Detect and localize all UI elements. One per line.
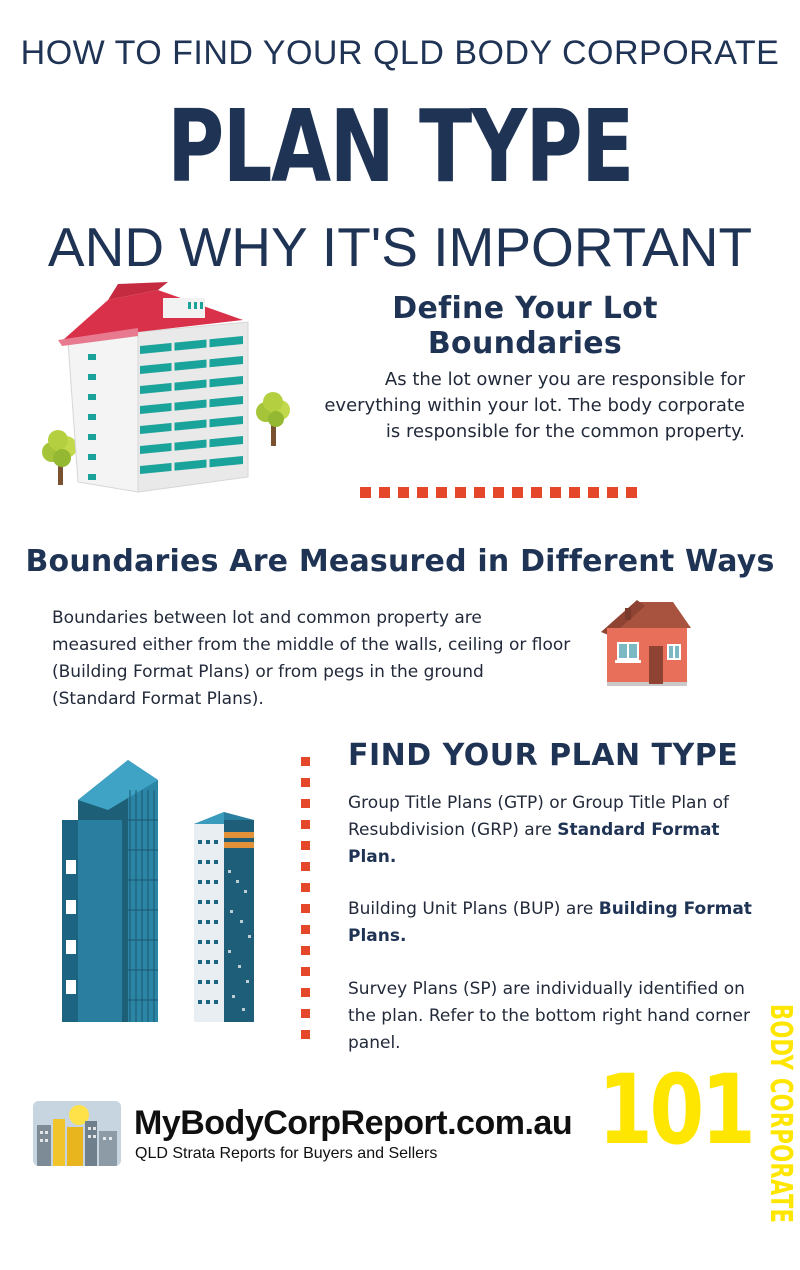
- main-title: PLAN TYPE: [167, 88, 633, 205]
- tree-icon: [256, 392, 290, 446]
- skyscrapers-illustration: [58, 760, 280, 1022]
- section1-text: As the lot owner you are responsible for everything within your lot. The body corporate is responsible for the common property.: [324, 369, 745, 442]
- section1-heading: Define Your Lot Boundaries: [392, 291, 658, 361]
- badge-vertical-label: BODY CORPORATE: [763, 1003, 798, 1224]
- plan-type-para-bup: [348, 896, 768, 950]
- plan-type-para-sp: Survey Plans (SP) are individually identified on the plan. Refer to the bottom right hand corner panel.: [348, 979, 750, 1053]
- dotted-divider: [360, 487, 637, 498]
- para-bold-text: Building Format Plans.: [348, 899, 752, 946]
- header-top-line: HOW TO FIND YOUR QLD BODY CORPORATE: [20, 34, 780, 72]
- section2-heading: Boundaries Are Measured in Different Ways: [25, 544, 775, 579]
- city-logo-icon: [33, 1101, 121, 1166]
- tree-icon: [42, 430, 77, 485]
- sub-title: AND WHY IT'S IMPORTANT: [47, 216, 753, 278]
- badge-number: 101: [598, 1054, 753, 1166]
- apartment-building-illustration: [38, 282, 300, 507]
- section2-text: Boundaries between lot and common property are measured either from the middle of the walls, ceiling or floor (Building Format Plans) or from pegs in the ground (Standard Format Plans).: [52, 608, 571, 709]
- para-bold-text: Standard Format Plan.: [348, 820, 720, 867]
- para-text: Group Title Plans (GTP) or Group Title Plan of Resubdivision (GRP) are: [348, 793, 730, 840]
- house-icon: [595, 598, 693, 690]
- brand-logo: [33, 1101, 121, 1166]
- section3-heading: FIND YOUR PLAN TYPE: [348, 738, 739, 773]
- brand-name: MyBodyCorpReport.com.au: [134, 1104, 573, 1142]
- plan-type-para-gtp: [348, 790, 768, 871]
- badge-vertical-text: [760, 957, 800, 1224]
- para-text: Building Unit Plans (BUP) are: [348, 899, 599, 919]
- brand-tagline: QLD Strata Reports for Buyers and Sellers: [135, 1145, 438, 1162]
- vertical-dotted-divider: [301, 757, 310, 1039]
